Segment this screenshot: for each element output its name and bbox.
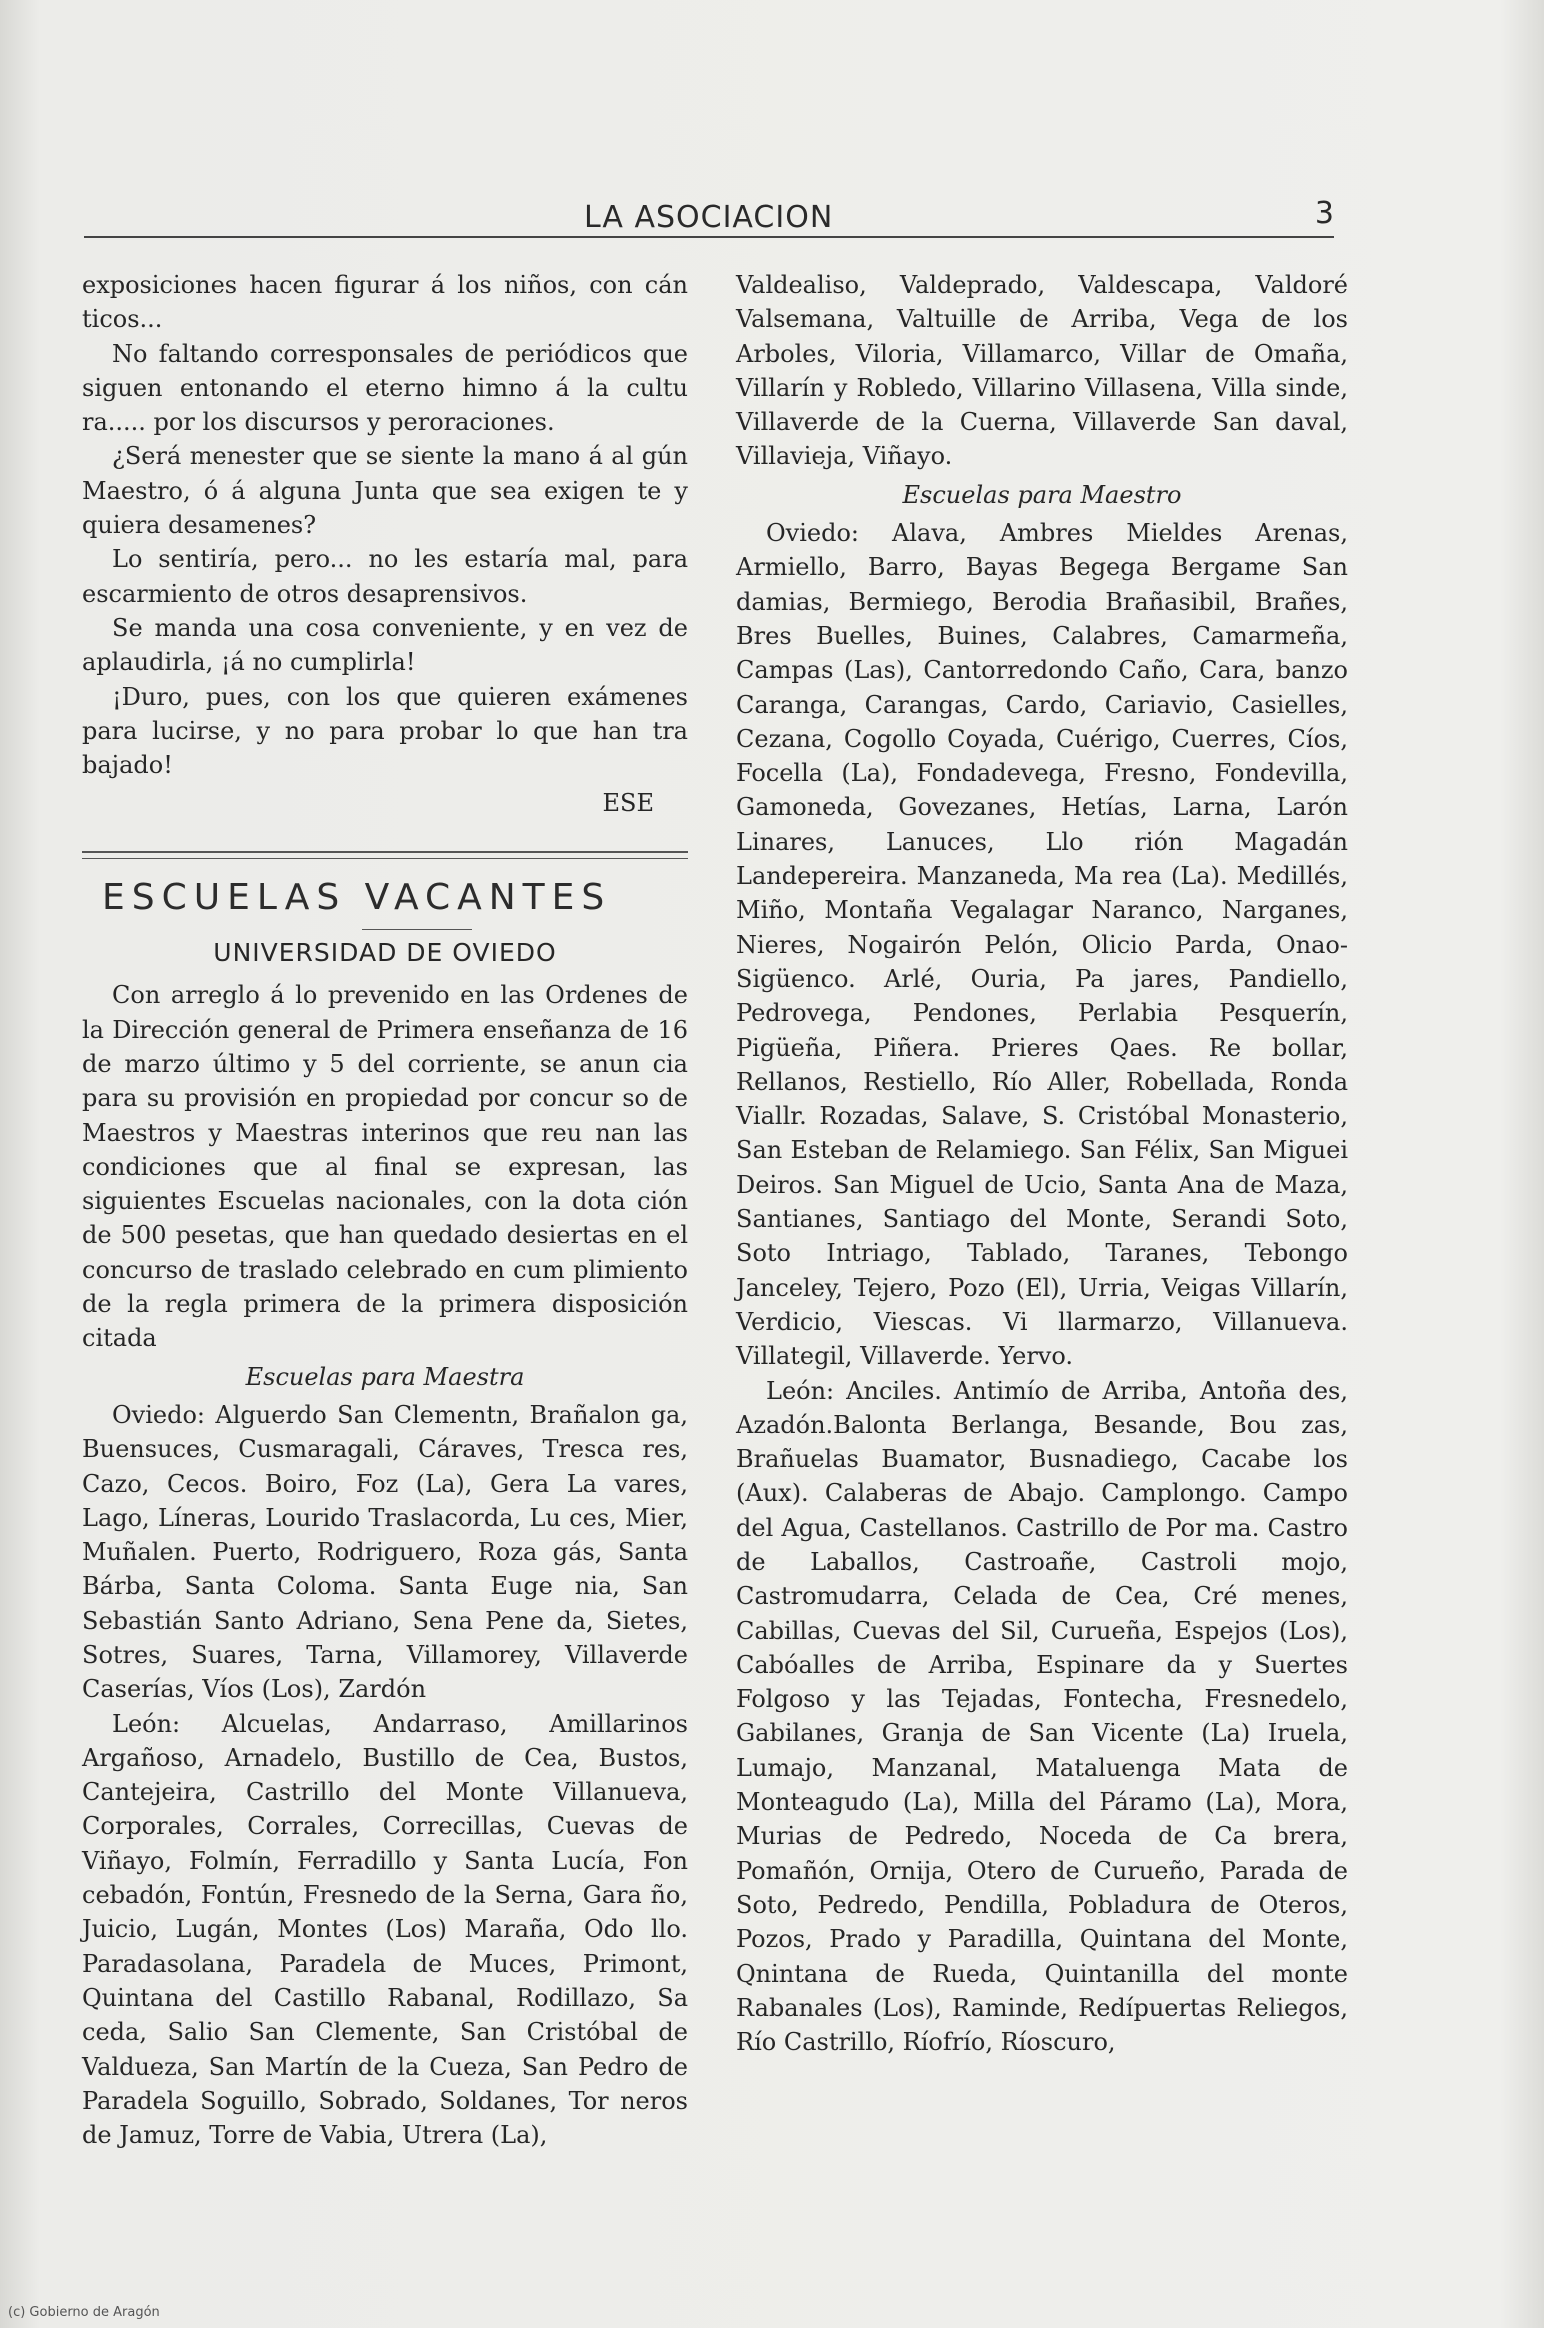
section-divider xyxy=(82,851,688,859)
left-column xyxy=(82,268,688,2152)
university-heading: UNIVERSIDAD DE OVIEDO xyxy=(213,938,557,968)
right-column xyxy=(736,268,1348,2059)
continuation-list: Valdealiso, Valdeprado, Valdescapa, Valdoré Valsemana, Valtuille de Arriba, Vega de los Arboles, Viloria, Villamarco, Villar de Omaña, Villarín y Robledo, Villarino Villasena, Villa sinde, Villaverde de la Cuerna, Villaverde San daval, Villavieja, Viñayo. xyxy=(736,271,1348,471)
copyright-credit: (c) Gobierno de Aragón xyxy=(8,2305,160,2320)
intro-paragraph-5: Se manda una cosa conveniente, y en vez de aplaudirla, ¡á no cumplirla! xyxy=(82,613,688,677)
intro-paragraph-1: exposiciones hacen figurar á los niños, con cán ticos... xyxy=(82,271,688,334)
article-signature: ESE xyxy=(602,789,654,818)
subhead-maestro: Escuelas para Maestro xyxy=(902,480,1182,509)
short-divider xyxy=(362,929,472,930)
oviedo-maestra-list: Oviedo: Alguerdo San Clementn, Brañalon ga, Buensuces, Cusmaragali, Cáraves, Tresca res, Cazo, Cecos. Boiro, Foz (La), Gera La vares, Lago, Líneras, Lourido Traslacorda, Lu ces, Mier, Muñalen. Puerto, Rodriguero, Roza gás, Santa Bárba, Santa Coloma. Santa Euge nia, San Sebastián Santo Adriano, Sena Pene da, Sietes, Sotres, Suares, Tarna, Villamorey, Villaverde Caserías, Víos (Los), Zardón xyxy=(82,1400,688,1704)
section-title: ESCUELAS VACANTES xyxy=(102,876,612,918)
subhead-maestra: Escuelas para Maestra xyxy=(245,1362,525,1391)
intro-paragraph-6: ¡Duro, pues, con los que quieren exámenes para lucirse, y no para probar lo que han tra bajado! xyxy=(82,682,688,780)
page-number: 3 xyxy=(1314,196,1334,231)
oviedo-maestro-list: Oviedo: Alava, Ambres Mieldes Arenas, Armiello, Barro, Bayas Begega Bergame San damias, Bermiego, Berodia Brañasibil, Brañes, Bres Buelles, Buines, Calabres, Camarmeña, Campas (Las), Cantorredondo Caño, Cara, banzo Caranga, Carangas, Cardo, Cariavio, Casielles, Cezana, Cogollo Coyada, Cuérigo, Cuerres, Cíos, Focella (La), Fondadevega, Fresno, Fondevilla, Gamoneda, Govezanes, Hetías, Larna, Larón Linares, Lanuces, Llo rión Magadán Landepereira. Manzaneda, Ma rea (La). Medillés, Miño, Montaña Vegalagar Naranco, Narganes, Nieres, Nogairón Pelón, Olicio Parda, Onao-Sigüenco. Arlé, Ouria, Pa jares, Pandiello, Pedrovega, Pendones, Perlabia Pesquerín, Pigüeña, Piñera. Prieres Qaes. Re bollar, Rellanos, Restiello, Río Aller, Robellada, Ronda Viallr. Rozadas, Salave, S. Cristóbal Monasterio, San Esteban de Relamiego. San Félix, San Miguei Deiros. San Miguel de Ucio, Santa Ana de Maza, Santianes, Santiago del Monte, Serandi Soto, Soto Intriago, Tablado, Taranes, Tebongo Janceley, Tejero, Pozo (El), Urria, Veigas Villarín, Verdicio, Viescas. Vi llarmarzo, Villanueva. Villategil, Villaverde. Yervo. xyxy=(736,519,1348,1371)
intro-paragraph-3: ¿Será menester que se siente la mano á al gún Maestro, ó á alguna Junta que sea exigen te y quiera desamenes? xyxy=(82,442,688,540)
announcement-paragraph: Con arreglo á lo prevenido en las Ordenes de la Dirección general de Primera enseñanza de 16 de marzo último y 5 del corriente, se anun cia para su provisión en propiedad por concur so de Maestros y Maestras interinos que reu nan las condiciones que al final se expresan, las siguientes Escuelas nacionales, con la dota ción de 500 pesetas, que han quedado desiertas en el concurso de traslado celebrado en cum plimiento de la regla primera de la primera disposición citada xyxy=(82,981,688,1353)
leon-maestro-list: León: Anciles. Antimío de Arriba, Antoña des, Azadón.Balonta Berlanga, Besande, Bou zas, Brañuelas Buamator, Busnadiego, Cacabe los (Aux). Calaberas de Abajo. Camplongo. Campo del Agua, Castellanos. Castrillo de Por ma. Castro de Laballos, Castroañe, Castroli mojo, Castromudarra, Celada de Cea, Cré menes, Cabillas, Cuevas del Sil, Curueña, Espejos (Los), Cabóalles de Arriba, Espinare da y Suertes Folgoso y las Tejadas, Fontecha, Fresnedelo, Gabilanes, Granja de San Vicente (La) Iruela, Lumajo, Manzanal, Mataluenga Mata de Monteagudo (La), Milla del Páramo (La), Mora, Murias de Pedredo, Noceda de Ca brera, Pomañón, Ornija, Otero de Curueño, Parada de Soto, Pedredo, Pendilla, Pobladura de Oteros, Pozos, Prado y Paradilla, Quintana del Monte, Qnintana de Rueda, Quintanilla del monte Rabanales (Los), Raminde, Redípuertas Reliegos, Río Castrillo, Ríofrío, Ríoscuro, xyxy=(736,1376,1348,2057)
intro-paragraph-4: Lo sentiría, pero... no les estaría mal, para escarmiento de otros desaprensivos. xyxy=(82,545,688,608)
intro-paragraph-2: No faltando corresponsales de periódicos que siguen entonando el eterno himno á la cultu ra..... por los discursos y peroraciones. xyxy=(82,339,688,437)
journal-title: LA ASOCIACION xyxy=(584,200,834,235)
running-head xyxy=(84,196,1334,238)
leon-maestra-list: León: Alcuelas, Andarraso, Amillarinos Argañoso, Arnadelo, Bustillo de Cea, Bustos, Cantejeira, Castrillo del Monte Villanueva, Corporales, Corrales, Correcillas, Cuevas de Viñayo, Folmín, Ferradillo y Santa Lucía, Fon cebadón, Fontún, Fresnedo de la Serna, Gara ño, Juicio, Lugán, Montes (Los) Maraña, Odo llo. Paradasolana, Paradela de Muces, Primont, Quintana del Castillo Rabanal, Rodillazo, Sa ceda, Salio San Clemente, San Cristóbal de Valdueza, San Martín de la Cueza, San Pedro de Paradela Soguillo, Sobrado, Soldanes, Tor neros de Jamuz, Torre de Vabia, Utrera (La), xyxy=(82,1709,688,2150)
